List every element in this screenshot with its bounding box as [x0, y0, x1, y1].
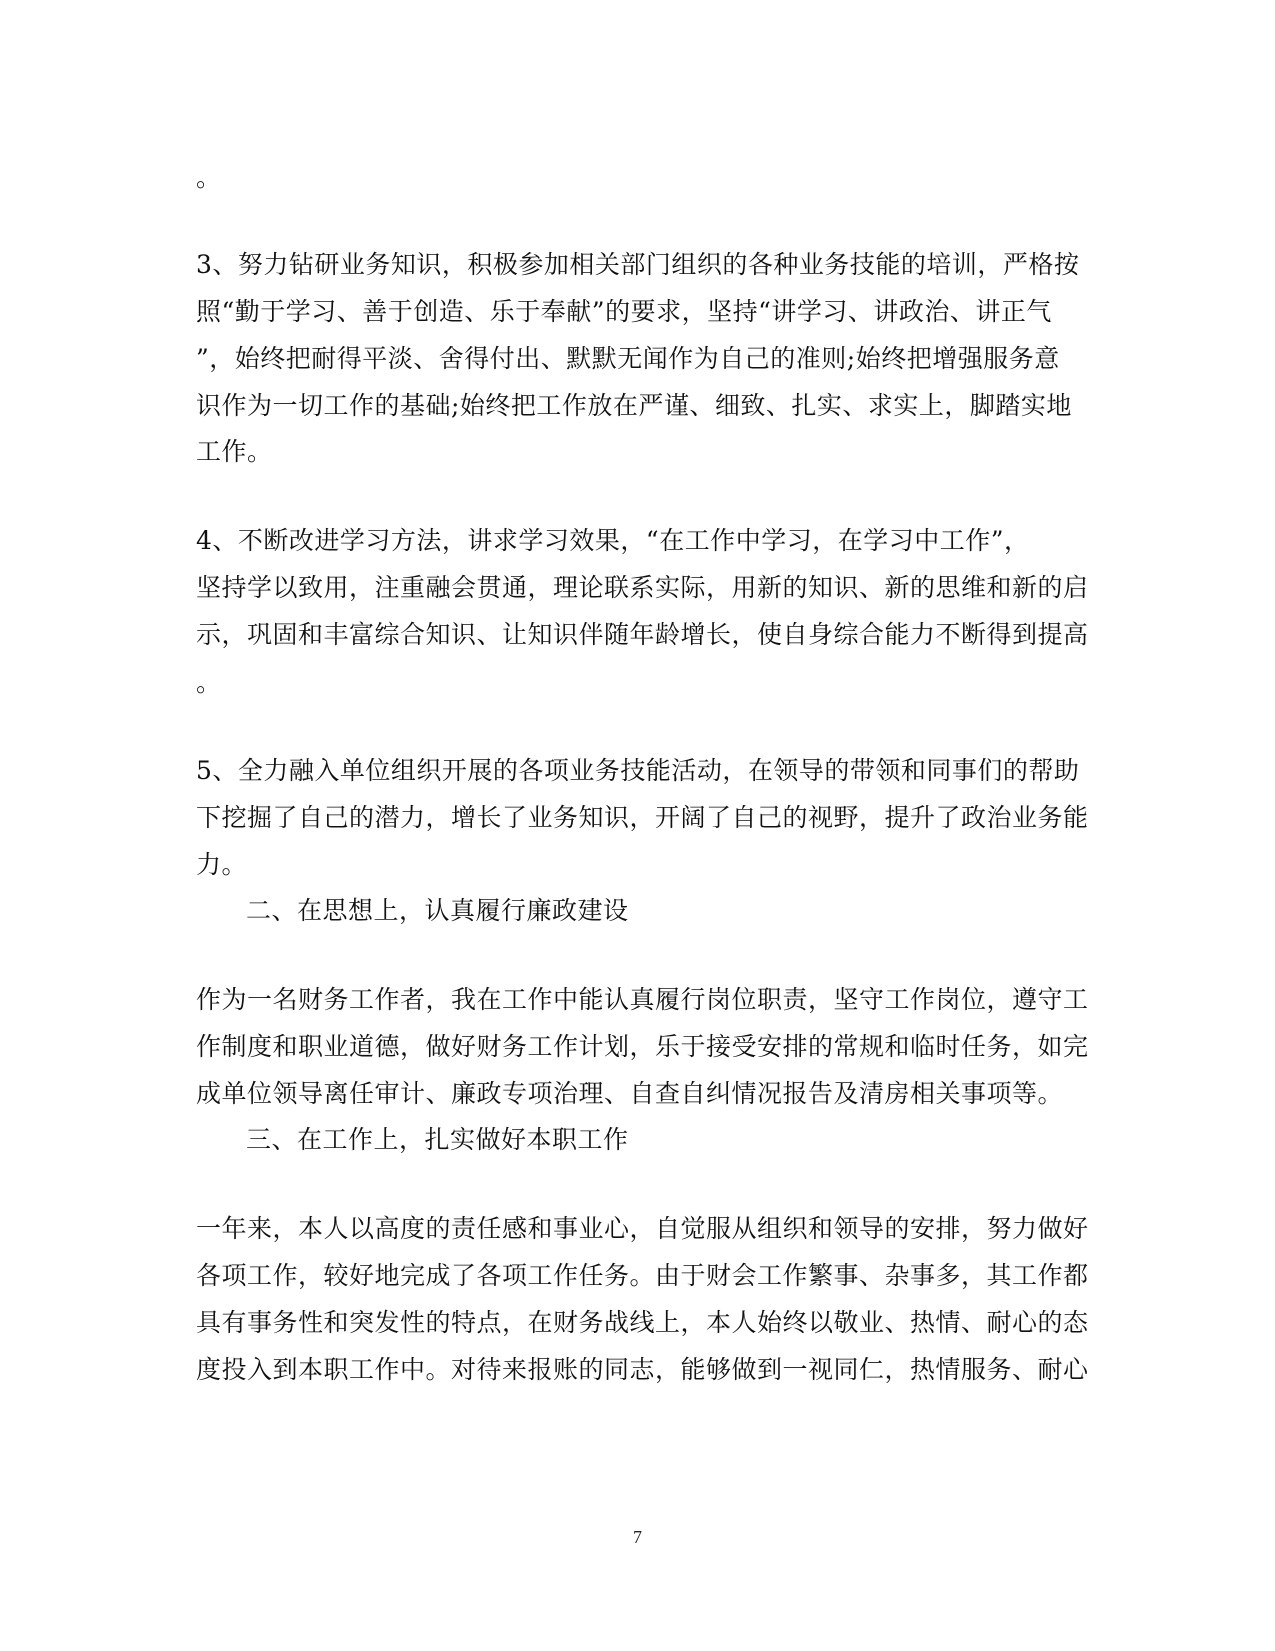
- text-line: 作制度和职业道德，做好财务工作计划，乐于接受安排的常规和临时任务，如完: [196, 1032, 1089, 1061]
- text-line: 力。: [196, 850, 248, 879]
- text-line: 成单位领导离任审计、廉政专项治理、自查自纠情况报告及清房相关事项等。: [196, 1079, 1064, 1108]
- text-line: 具有事务性和突发性的特点，在财务战线上，本人始终以敬业、热情、耐心的态: [196, 1308, 1089, 1337]
- text-line: 工作。: [196, 437, 273, 466]
- text-line: 坚持学以致用，注重融会贯通，理论联系实际，用新的知识、新的思维和新的启: [196, 573, 1089, 602]
- text-line: 4、不断改进学习方法，讲求学习效果，“在工作中学习，在学习中工作”，: [196, 526, 1030, 555]
- text-line: 。: [196, 163, 222, 192]
- text-line: 3、努力钻研业务知识，积极参加相关部门组织的各种业务技能的培训，严格按: [196, 250, 1080, 279]
- page-number: 7: [633, 1527, 642, 1547]
- text-line: 下挖掘了自己的潜力，增长了业务知识，开阔了自己的视野，提升了政治业务能: [196, 803, 1089, 832]
- section-heading: 三、在工作上，扎实做好本职工作: [246, 1125, 629, 1154]
- text-line: 度投入到本职工作中。对待来报账的同志，能够做到一视同仁，热情服务、耐心: [196, 1355, 1089, 1384]
- text-line: 照“勤于学习、善于创造、乐于奉献”的要求，坚持“讲学习、讲政治、讲正气: [196, 297, 1052, 326]
- text-line: 作为一名财务工作者，我在工作中能认真履行岗位职责，坚守工作岗位，遵守工: [196, 985, 1089, 1014]
- text-line: 5、全力融入单位组织开展的各项业务技能活动，在领导的带领和同事们的帮助: [196, 756, 1080, 785]
- text-line: 。: [196, 668, 222, 697]
- text-line: ”，始终把耐得平淡、舍得付出、默默无闻作为自己的准则;始终把增强服务意: [196, 344, 1060, 373]
- text-line: 示，巩固和丰富综合知识、让知识伴随年龄增长，使自身综合能力不断得到提高: [196, 620, 1089, 649]
- text-line: 一年来，本人以高度的责任感和事业心，自觉服从组织和领导的安排，努力做好: [196, 1214, 1089, 1243]
- text-line: 各项工作，较好地完成了各项工作任务。由于财会工作繁事、杂事多，其工作都: [196, 1261, 1089, 1290]
- text-line: 识作为一切工作的基础;始终把工作放在严谨、细致、扎实、求实上，脚踏实地: [196, 391, 1072, 420]
- section-heading: 二、在思想上，认真履行廉政建设: [246, 896, 629, 925]
